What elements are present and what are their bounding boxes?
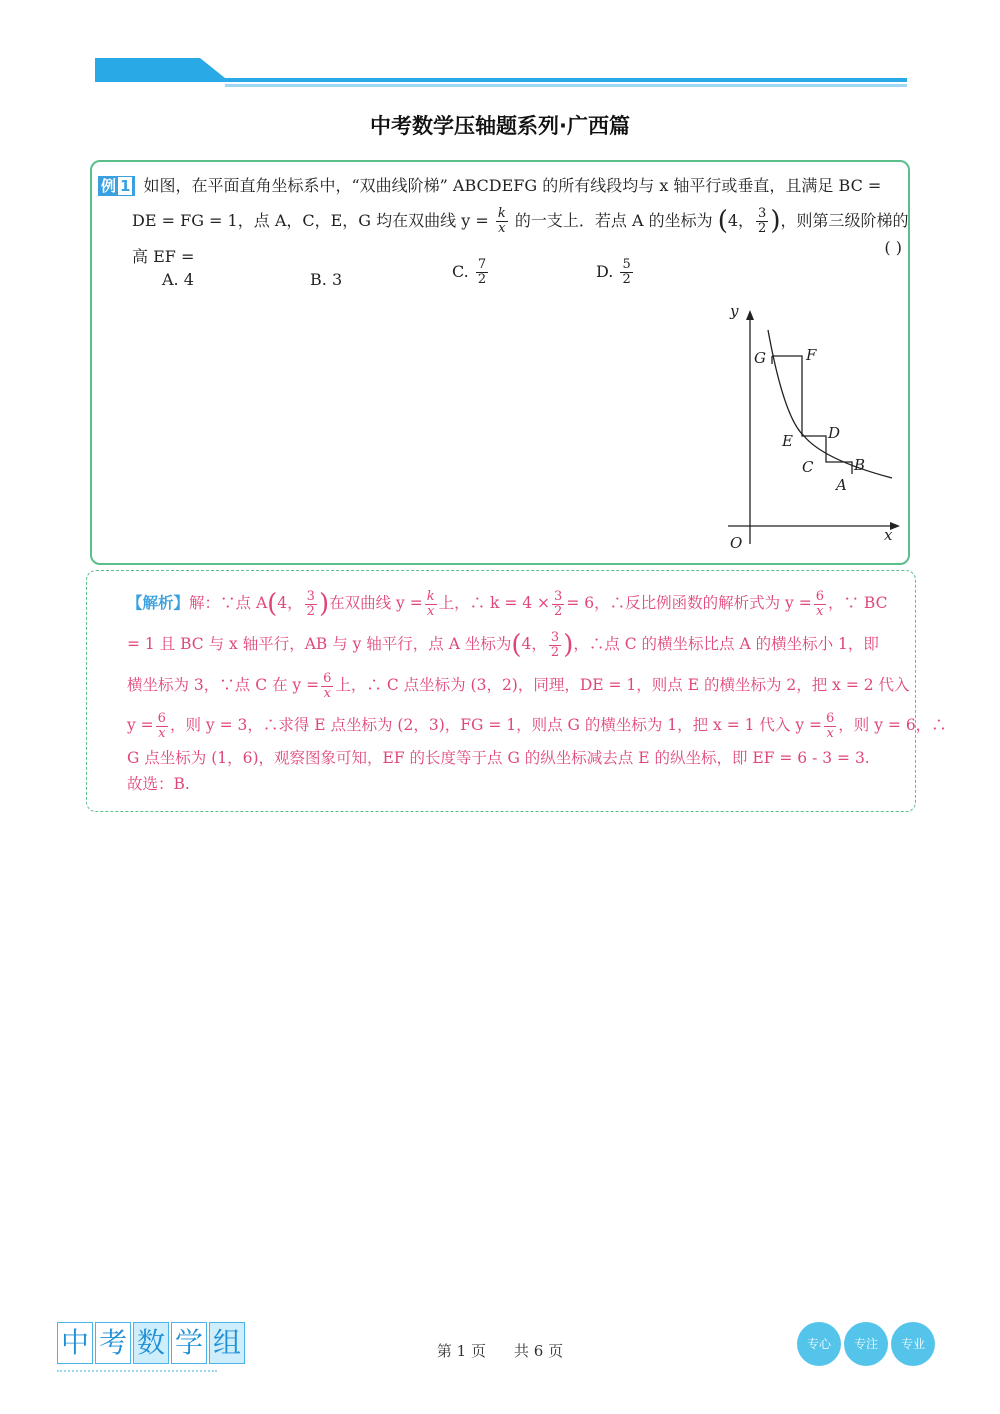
axis-x-label: x: [884, 526, 893, 544]
page-number: 第 1 页 共 6 页: [436, 1342, 564, 1360]
answer-blank: ( ): [884, 238, 902, 257]
option-c: C. $\frac{7}{2}$: [452, 257, 487, 287]
point-a-label: A: [836, 476, 847, 494]
analysis-box: [86, 570, 947, 812]
hyperbola-staircase-figure: [724, 308, 910, 556]
page-title: 中考数学压轴题系列·广西篇: [370, 114, 630, 138]
question-box: [90, 160, 910, 565]
option-b: B. 3: [310, 270, 343, 289]
point-c-label: C: [802, 458, 814, 476]
question-text: 例 1 如图，在平面直角坐标系中，“双曲线阶梯” ABCDEFG 的所有线段均与 x 轴平行或垂直，且满足 BC = DE = FG = 1，点 A，C，E，G 均在双曲线 y = $\frac{k}{x}$ 的一支上．若点 A 的坐标为 (4， $\frac{3}{2}$ )，则第三级阶梯的 高 EF =: [98, 168, 906, 274]
staircase: [772, 356, 852, 474]
origin-label: O: [730, 534, 743, 552]
example-tag: 例 1: [98, 176, 135, 196]
badge-zhuanxin: 专心: [797, 1322, 841, 1366]
badge-zhuanye: 专业: [891, 1322, 935, 1366]
hyperbola-curve: [768, 330, 892, 478]
point-f-label: F: [806, 346, 817, 364]
badge-zhuanzhu: 专注: [844, 1322, 888, 1366]
point-g-label: G: [754, 349, 766, 367]
option-a: A. 4: [162, 270, 194, 289]
footer-logo: 中 考 数 学 组: [57, 1322, 247, 1364]
fraction-k-over-x: $\frac{k}{x}$: [497, 206, 506, 236]
footer-badges: [797, 1322, 938, 1366]
point-d-label: D: [828, 424, 841, 442]
header-bar: [95, 58, 907, 90]
point-b-label: B: [854, 456, 866, 474]
option-d: D. $\frac{5}{2}$: [596, 257, 631, 287]
point-e-label: E: [782, 432, 793, 450]
axis-y-label: y: [730, 308, 739, 320]
analysis-tag: 【解析】: [127, 594, 190, 612]
analysis-text: 【解析】解：∵点 A(4， $\frac{3}{2}$ )在双曲线 y = $\frac{k}{x}$ 上，∴ k = 4 × $\frac{3}{2}$ = 6，∴反比例函数的解析式为 y = $\frac{6}{x}$ ，∵ BC = 1 且 BC 与 x 轴平行，AB 与 y 轴平行，点 A 坐标为(4， $\frac{3}{2}$ )，∴点 C 的横坐标比点 A 的横坐标小 1，即 横坐标为 3，∵点 C 在 y = $\frac{6}{x}$ 上，∴ C 点坐标为 (3，2)，同理，DE = 1，则点 E 的横坐标为 2，把 x = 2 代入 y = $\frac{6}{x}$ ，则 y = 3，∴求得 E 点坐标为 (2，3)，FG = 1，则点 G 的横坐标为 1，把 x = 1 代入 y = $\frac{6}{x}$ ，则 y = 6，∴ G 点坐标为 (1，6)，观察图象可知，EF 的长度等于点 G 的纵坐标减去点 E 的纵坐标，即 EF = 6 - 3 = 3. 故选：B.: [127, 588, 947, 793]
